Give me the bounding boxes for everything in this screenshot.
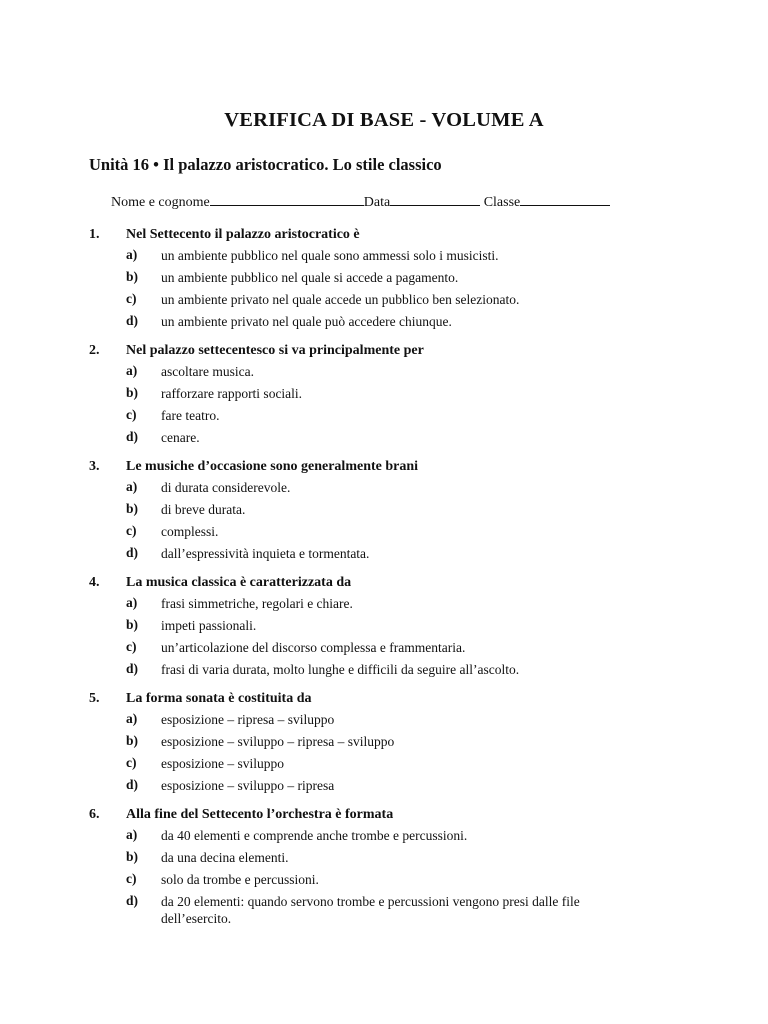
- option-letter: d): [126, 545, 139, 560]
- option-letter: c): [126, 523, 137, 538]
- answer-option: [0, 709, 768, 731]
- answer-option: [0, 593, 768, 615]
- option-letter: c): [126, 755, 137, 770]
- question-1: [0, 225, 768, 333]
- question-number: 4.: [89, 575, 100, 590]
- option-text: dall’espressività inquieta e tormentata.: [161, 546, 370, 561]
- option-letter: b): [126, 501, 139, 516]
- option-text: da 20 elementi: quando servono trombe e percussioni vengono presi dalle file dell’esercito.: [161, 894, 580, 926]
- name-blank: [210, 192, 364, 206]
- option-text: esposizione – sviluppo – ripresa – sviluppo: [161, 734, 395, 749]
- question-header: [0, 573, 768, 593]
- option-letter: b): [126, 849, 139, 864]
- question-header: [0, 457, 768, 477]
- answer-option: [0, 775, 768, 797]
- option-text: un ambiente pubblico nel quale sono ammessi solo i musicisti.: [161, 248, 499, 263]
- option-letter: d): [126, 313, 139, 328]
- option-text: impeti passionali.: [161, 618, 257, 633]
- option-text: solo da trombe e percussioni.: [161, 872, 319, 887]
- option-text: frasi simmetriche, regolari e chiare.: [161, 596, 353, 611]
- answer-option: [0, 659, 768, 681]
- question-text: La musica classica è caratterizzata da: [126, 575, 352, 590]
- option-text: cenare.: [161, 430, 200, 445]
- question-number: 2.: [89, 343, 100, 358]
- question-text: Le musiche d’occasione sono generalmente brani: [126, 459, 419, 474]
- option-letter: a): [126, 363, 138, 378]
- option-letter: d): [126, 777, 139, 792]
- option-letter: c): [126, 407, 137, 422]
- answer-option: [0, 405, 768, 427]
- option-text: da 40 elementi e comprende anche trombe e percussioni.: [161, 828, 468, 843]
- option-letter: b): [126, 269, 139, 284]
- option-letter: d): [126, 661, 139, 676]
- question-3: [0, 457, 768, 565]
- question-4: [0, 573, 768, 681]
- answer-option: [0, 245, 768, 267]
- answer-option: [0, 289, 768, 311]
- option-letter: c): [126, 871, 137, 886]
- option-letter: b): [126, 733, 139, 748]
- option-text: un ambiente pubblico nel quale si accede a pagamento.: [161, 270, 459, 285]
- question-number: 3.: [89, 459, 100, 474]
- option-text: frasi di varia durata, molto lunghe e difficili da seguire all’ascolto.: [161, 662, 520, 677]
- question-text: Nel Settecento il palazzo aristocratico è: [126, 227, 360, 242]
- answer-option: [0, 521, 768, 543]
- answer-option: [0, 499, 768, 521]
- question-header: [0, 689, 768, 709]
- option-text: esposizione – sviluppo – ripresa: [161, 778, 335, 793]
- option-text: un’articolazione del discorso complessa e frammentaria.: [161, 640, 466, 655]
- answer-option: [0, 615, 768, 637]
- answer-option: [0, 825, 768, 847]
- question-list: [0, 225, 768, 935]
- answer-option: [0, 753, 768, 775]
- option-text: ascoltare musica.: [161, 364, 254, 379]
- question-2: [0, 341, 768, 449]
- question-text: Nel palazzo settecentesco si va principalmente per: [126, 343, 424, 358]
- option-letter: a): [126, 711, 138, 726]
- class-blank: [520, 192, 610, 206]
- answer-option: [0, 383, 768, 405]
- option-letter: b): [126, 617, 139, 632]
- question-text: La forma sonata è costituita da: [126, 691, 312, 706]
- date-label: Data: [363, 195, 391, 210]
- student-info-line: [111, 192, 610, 211]
- answer-option: [0, 847, 768, 869]
- option-text: complessi.: [161, 524, 219, 539]
- name-label: Nome e cognome: [111, 195, 210, 210]
- question-number: 6.: [89, 807, 100, 822]
- option-text: rafforzare rapporti sociali.: [161, 386, 303, 401]
- answer-option: [0, 891, 768, 927]
- option-letter: d): [126, 893, 139, 908]
- option-letter: c): [126, 639, 137, 654]
- option-text: di durata considerevole.: [161, 480, 291, 495]
- question-5: [0, 689, 768, 797]
- answer-option: [0, 731, 768, 753]
- option-text: esposizione – ripresa – sviluppo: [161, 712, 335, 727]
- question-number: 1.: [89, 227, 100, 242]
- option-text: da una decina elementi.: [161, 850, 289, 865]
- answer-option: [0, 427, 768, 449]
- question-number: 5.: [89, 691, 100, 706]
- answer-option: [0, 267, 768, 289]
- question-header: [0, 225, 768, 245]
- answer-option: [0, 637, 768, 659]
- option-letter: d): [126, 429, 139, 444]
- unit-subtitle: Unità 16 • Il palazzo aristocratico. Lo stile classico: [89, 155, 442, 174]
- question-text: Alla fine del Settecento l’orchestra è formata: [126, 807, 394, 822]
- option-letter: c): [126, 291, 137, 306]
- option-letter: a): [126, 247, 138, 262]
- option-letter: a): [126, 827, 138, 842]
- option-letter: b): [126, 385, 139, 400]
- option-text: esposizione – sviluppo: [161, 756, 284, 771]
- date-blank: [390, 192, 480, 206]
- option-text: di breve durata.: [161, 502, 246, 517]
- option-text: fare teatro.: [161, 408, 220, 423]
- answer-option: [0, 311, 768, 333]
- answer-option: [0, 543, 768, 565]
- answer-option: [0, 477, 768, 499]
- question-header: [0, 805, 768, 825]
- page-title: VERIFICA DI BASE - VOLUME A: [224, 109, 544, 131]
- class-label: Classe: [480, 195, 521, 210]
- answer-option: [0, 869, 768, 891]
- option-letter: a): [126, 479, 138, 494]
- question-6: [0, 805, 768, 927]
- question-header: [0, 341, 768, 361]
- option-letter: a): [126, 595, 138, 610]
- option-text: un ambiente privato nel quale può accedere chiunque.: [161, 314, 452, 329]
- option-text: un ambiente privato nel quale accede un pubblico ben selezionato.: [161, 292, 520, 307]
- answer-option: [0, 361, 768, 383]
